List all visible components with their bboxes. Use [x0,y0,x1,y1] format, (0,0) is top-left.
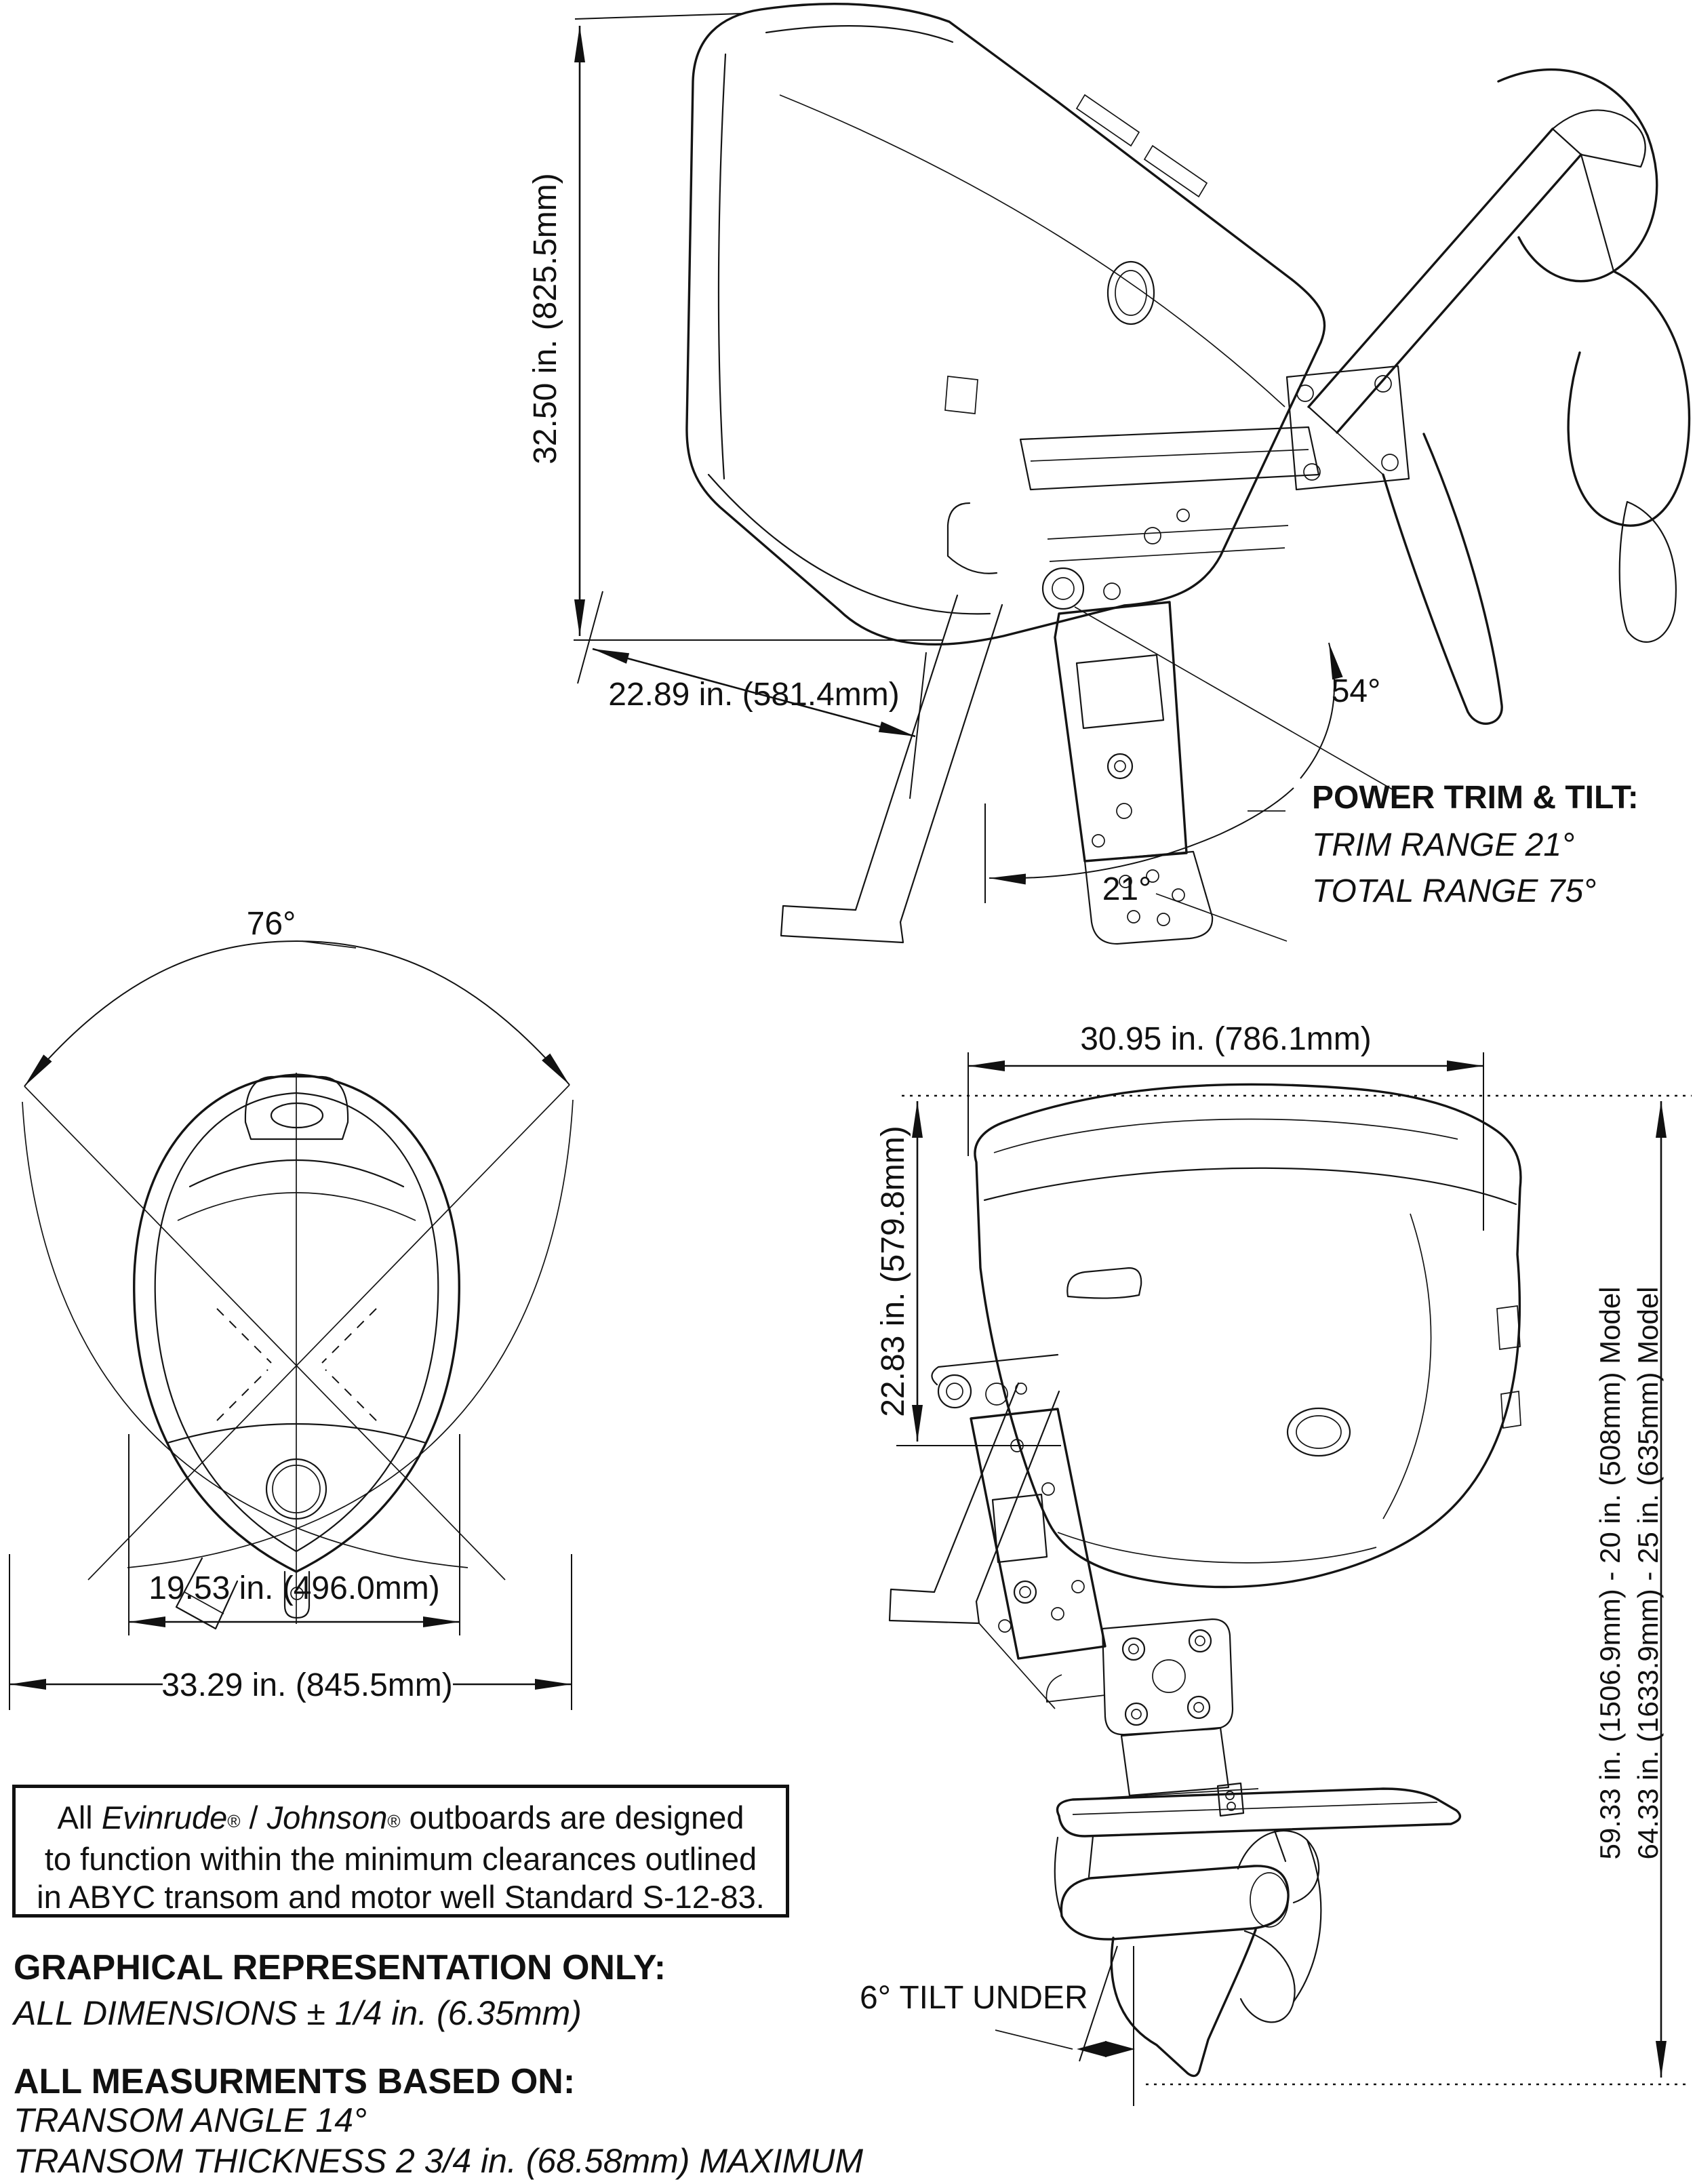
dimension-32-50 [527,14,942,640]
gearcase-side-view [1055,1783,1460,2076]
power-trim-tilt-note [1312,780,1639,909]
transom-thickness-note: TRANSOM THICKNESS 2 3/4 in. (68.58mm) MAXIMUM [14,2142,864,2180]
transom-board-tilted [781,595,1002,942]
trim-angle-label: 21° [1102,871,1152,907]
abyc-notice-line1: All Evinrude® / Johnson® outboards are designed [57,1800,744,1835]
inner-width-dim-label: 19.53 in. (496.0mm) [148,1570,440,1606]
steering-angle-label: 76° [246,906,296,942]
steering-envelope [22,941,573,1580]
trim-range-label: TRIM RANGE 21° [1312,827,1575,863]
abyc-notice-box [12,1785,789,1918]
dimension-22-89 [578,591,926,799]
overall-height-model20-label: 59.33 in. (1506.9mm) - 20 in. (508mm) Model [1594,1286,1626,1860]
dimension-overall-height [1146,1101,1690,2084]
overall-height-model25-label: 64.33 in. (1633.9mm) - 25 in. (635mm) Model [1632,1286,1664,1860]
gearcase-propeller-tilted [1309,70,1690,724]
side-view-drawing [854,1017,1695,2184]
total-range-label: TOTAL RANGE 75° [1312,873,1597,909]
dimension-30-95 [968,1021,1483,1231]
registered-mark-icon: ® [387,1811,401,1831]
abyc-notice-line2: to function within the minimum clearances outlined [44,1841,757,1877]
outer-width-dim-label: 33.29 in. (845.5mm) [161,1667,453,1703]
dimensions-tolerance-note: ALL DIMENSIONS ± 1/4 in. (6.35mm) [14,1994,582,2032]
transom-angle-note: TRANSOM ANGLE 14° [14,2101,367,2139]
top-view-drawing [0,868,610,1715]
cowling-tilted [687,4,1325,645]
propeller-side-view [1238,1831,1321,2022]
midsection-side-view [1097,1728,1258,1798]
side-width-dim-label: 30.95 in. (786.1mm) [1080,1021,1372,1057]
brand-johnson: Johnson [266,1800,388,1835]
stern-bracket-side-view [932,1355,1233,1734]
graphical-representation-title: GRAPHICAL REPRESENTATION ONLY: [14,1948,666,1987]
tilted-view-drawing [515,0,1695,997]
cowling-top-view [134,1073,460,1629]
measurements-based-title: ALL MEASURMENTS BASED ON: [14,2062,576,2101]
power-trim-title: POWER TRIM & TILT: [1312,780,1639,816]
registered-mark-icon: ® [227,1811,241,1831]
tilted-transom-dim-label: 22.89 in. (581.4mm) [608,677,900,713]
abyc-notice-line3: in ABYC transom and motor well Standard S-12-83. [37,1879,765,1915]
brand-evinrude: Evinrude [101,1800,228,1835]
cowling-side-view [975,1084,1521,1587]
transom-height-dim-label: 22.83 in. (579.8mm) [875,1126,911,1417]
midsection-bracket-tilted [948,366,1409,609]
tilt-under-label: 6° TILT UNDER [860,1980,1088,2016]
tilt-under-annotation [860,1946,1135,2106]
tilt-angle-label: 54° [1331,673,1381,709]
tilted-height-dim-label: 32.50 in. (825.5mm) [527,173,563,464]
